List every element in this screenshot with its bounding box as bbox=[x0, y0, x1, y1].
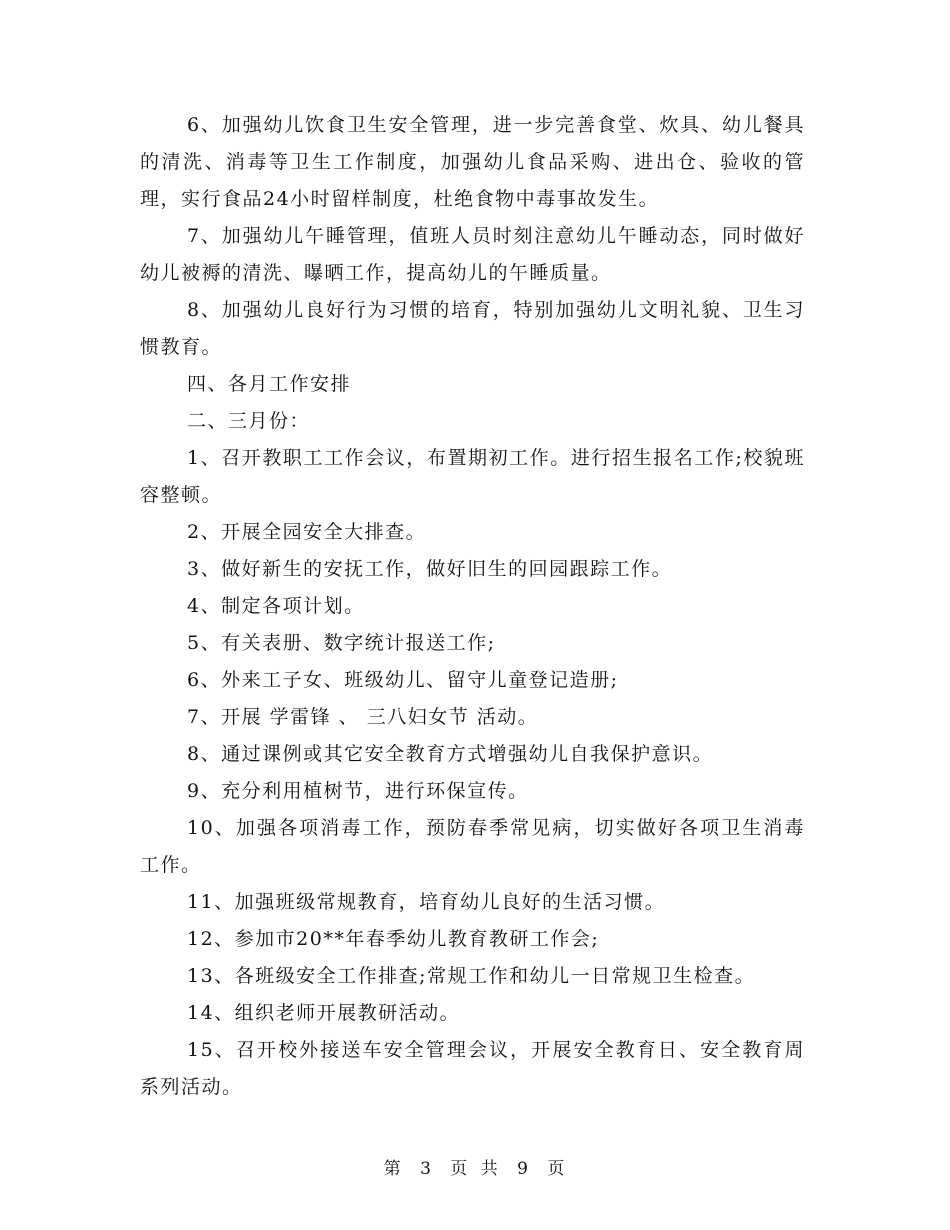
list-item-7: 7、开展 学雷锋 、 三八妇女节 活动。 bbox=[187, 706, 539, 728]
list-item-13: 13、各班级安全工作排查;常规工作和幼儿一日常规卫生检查。 bbox=[187, 965, 756, 987]
list-item-10: 10、加强各项消毒工作，预防春季常见病，切实做好各项卫生消毒工作。 bbox=[140, 817, 805, 876]
subheading-feb-mar: 二、三月份： bbox=[187, 410, 311, 432]
footer-middle: 页 共 bbox=[450, 1159, 500, 1179]
list-item-14: 14、组织老师开展教研活动。 bbox=[187, 1002, 461, 1024]
paragraph-7-nap-management: 7、加强幼儿午睡管理，值班人员时刻注意幼儿午睡动态，同时做好幼儿被褥的清洗、曝晒工作，提高幼儿的午睡质量。 bbox=[140, 225, 805, 284]
list-item-2: 2、开展全园安全大排查。 bbox=[187, 521, 427, 543]
list-item-9: 9、充分利用植树节，进行环保宣传。 bbox=[187, 780, 529, 802]
list-item-6: 6、外来工子女、班级幼儿、留守儿童登记造册; bbox=[187, 669, 619, 691]
page-footer bbox=[0, 1154, 950, 1179]
section-heading-monthly-plan: 四、各月工作安排 bbox=[187, 373, 352, 395]
list-item-12: 12、参加市20**年春季幼儿教育教研工作会; bbox=[187, 928, 600, 950]
list-item-1: 1、召开教职工工作会议，布置期初工作。进行招生报名工作;校貌班容整顿。 bbox=[140, 447, 805, 506]
paragraph-6-food-safety: 6、加强幼儿饮食卫生安全管理，进一步完善食堂、炊具、幼儿餐具的清洗、消毒等卫生工作制度，加强幼儿食品采购、进出仓、验收的管理，实行食品24小时留样制度，杜绝食物中毒事故发生。 bbox=[140, 114, 805, 210]
list-item-8: 8、通过课例或其它安全教育方式增强幼儿自我保护意识。 bbox=[187, 743, 714, 765]
footer-total-pages: 9 bbox=[517, 1159, 530, 1179]
paragraph-8-behavior-habits: 8、加强幼儿良好行为习惯的培育，特别加强幼儿文明礼貌、卫生习惯教育。 bbox=[140, 299, 805, 358]
list-item-4: 4、制定各项计划。 bbox=[187, 595, 365, 617]
list-item-3: 3、做好新生的安抚工作，做好旧生的回园跟踪工作。 bbox=[187, 558, 673, 580]
list-item-11: 11、加强班级常规教育，培育幼儿良好的生活习惯。 bbox=[187, 891, 666, 913]
footer-prefix: 第 bbox=[383, 1159, 403, 1179]
list-item-15: 15、召开校外接送车安全管理会议，开展安全教育日、安全教育周系列活动。 bbox=[140, 1039, 805, 1098]
footer-suffix: 页 bbox=[547, 1159, 567, 1179]
document-body bbox=[140, 107, 805, 1106]
footer-page-number: 3 bbox=[420, 1159, 433, 1179]
list-item-5: 5、有关表册、数字统计报送工作; bbox=[187, 632, 496, 654]
